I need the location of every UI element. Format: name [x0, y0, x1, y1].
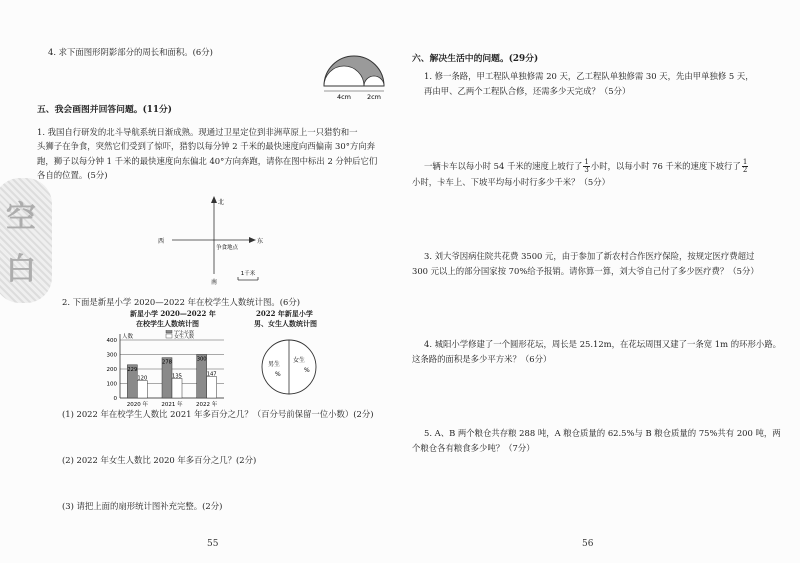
problem-5-line-2: 个粮仓各有粮食多少吨？（7分） [412, 443, 535, 453]
legend-label-total: 学生总数 [174, 330, 195, 335]
y-tick-400: 400 [106, 338, 117, 344]
sub-question-2: (2) 2022 年女生人数比 2020 年多百分之几？(2分) [62, 455, 257, 465]
bar-total-label-2: 300 [196, 356, 207, 363]
legend-swatch-total [166, 330, 172, 333]
north-label: 北 [218, 199, 225, 206]
blank-stamp [0, 178, 52, 303]
pie-label-male-pct: % [275, 371, 281, 378]
question-2: 2. 下面是新星小学 2020—2022 年在校学生人数统计图。(6分) [62, 297, 300, 307]
y-tick-200: 200 [106, 367, 117, 373]
q1-line-3: 跑，狮子以每分钟 1 千米的最快速度向东偏北 40°方向奔跑，请你在图中标出 2 分钟后它们 [37, 156, 378, 166]
compass-diagram [150, 192, 270, 292]
bar-chart-title-1: 新星小学 2020—2022 年 [130, 309, 216, 318]
legend-label-female: 女生人数 [174, 334, 195, 340]
bar-chart-title-2: 在校学生人数统计图 [136, 319, 199, 328]
origin-label: 争食地点 [216, 245, 239, 251]
bar-chart [96, 330, 232, 410]
problem-2-text-b: 小时，以每小时 76 千米的速度下坡行了 [590, 161, 741, 171]
problem-2-line-1 [424, 159, 749, 174]
problem-1-line-1: 1. 修一条路，甲工程队单独修需 20 天，乙工程队单独修需 30 天，先由甲单独修 5 天， [424, 71, 754, 81]
question-4: 4. 求下面图形阴影部分的周长和面积。(6分) [48, 47, 213, 57]
dim-4cm: 4cm [336, 93, 352, 101]
legend-swatch-female [166, 334, 172, 338]
bar-female-2 [207, 377, 217, 398]
bar-female-label-1: 135 [172, 373, 182, 380]
scale-label: 1千米 [240, 271, 256, 277]
fraction-one-third: $\frac{1}{3}$ [584, 158, 589, 174]
bar-female-0 [137, 381, 147, 398]
pie-label-female: 女生 [293, 357, 306, 364]
problem-2-text-a: 一辆卡车以每小时 54 千米的速度上坡行了 [424, 161, 583, 171]
y-tick-100: 100 [106, 381, 117, 388]
page-56 [400, 0, 800, 563]
bar-female-1 [172, 378, 182, 398]
bar-total-label-0: 229 [127, 366, 138, 373]
problem-2-line-2: 小时，卡车上、下坡平均每小时行多少千米？（5分） [412, 177, 610, 187]
pie-chart-title-1: 2022 年新星小学 [256, 309, 313, 318]
section-6-title: 六、解决生活中的问题。(29分) [412, 54, 539, 64]
x-tick-1: 2021 年 [161, 402, 183, 408]
q1-line-4: 各自的位置。(5分) [37, 170, 108, 180]
y-tick-0: 0 [113, 396, 117, 402]
shaded-semicircle-figure [318, 54, 392, 104]
pie-chart-title-2: 男、女生人数统计图 [254, 319, 317, 328]
stamp-char-2: 白 [6, 252, 36, 287]
y-tick-300: 300 [106, 352, 117, 359]
problem-4-line-1: 4. 城阳小学修建了一个圆形花坛，周长是 25.12m，在花坛周围又建了一条宽 1m 的环形小路。 [424, 339, 781, 349]
east-label: 东 [257, 238, 264, 245]
pie-chart [256, 336, 322, 398]
bar-female-label-0: 120 [137, 375, 148, 382]
problem-3-line-2: 300 元以上的部分国家按 70%给予报销。请你算一算，刘大爷自己付了多少医疗费？（5分） [412, 266, 759, 276]
x-tick-0: 2020 年 [126, 402, 148, 408]
problem-1-line-2: 再由甲、乙两个工程队合修，还需多少天完成？（5分） [424, 86, 631, 96]
q1-line-1: 1. 我国自行研发的北斗导航系统日渐成熟。现通过卫星定位到非洲草原上一只猎豹和一 [37, 127, 358, 137]
sub-question-1: (1) 2022 年在校学生人数比 2021 年多百分之几？（百分号前保留一位小数）(2分) [62, 409, 374, 419]
south-label: 南 [211, 279, 218, 286]
problem-5-line-1: 5. A、B 两个粮仓共存粮 288 吨，A 粮仓质量的 62.5%与 B 粮仓质量的 75%共有 200 吨，两 [424, 428, 781, 438]
y-axis-label: 人数 [122, 334, 134, 340]
problem-4-line-2: 这条路的面积是多少平方米？（6分） [412, 354, 552, 364]
west-label: 西 [158, 238, 165, 245]
stamp-char-1: 空 [6, 200, 36, 235]
q1-line-2: 头狮子在争食，突然它们受到了惊吓，猎豹以每分钟 2 千米的最快速度向西偏南 30°方向奔 [37, 141, 376, 151]
bar-total-label-1: 278 [162, 359, 172, 366]
problem-3-line-1: 3. 刘大爷因病住院共花费 3500 元，由于参加了新农村合作医疗保险，按规定医疗费超过 [424, 251, 755, 261]
pie-label-female-pct: % [304, 367, 310, 374]
bar-female-label-2: 147 [206, 371, 217, 378]
fraction-one-half: $\frac{1}{2}$ [742, 158, 748, 174]
sub-question-3: (3) 请把上面的扇形统计图补充完整。(2分) [62, 501, 223, 511]
dim-2cm: 2cm [366, 93, 382, 101]
pie-label-male: 男生 [268, 361, 281, 368]
section-5-title: 五、我会画图并回答问题。(11分) [37, 105, 172, 115]
page-number-55: 55 [207, 539, 219, 549]
page-number-56: 56 [582, 539, 594, 549]
x-tick-2: 2022 年 [196, 402, 218, 408]
